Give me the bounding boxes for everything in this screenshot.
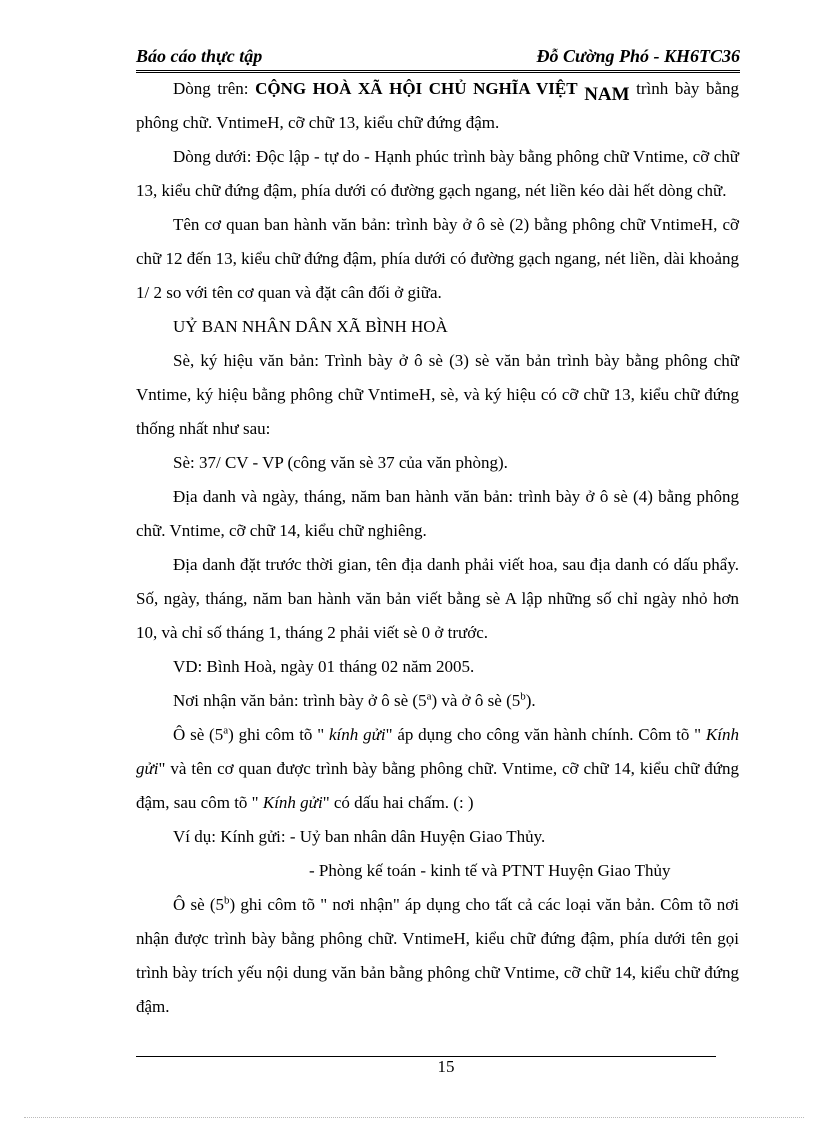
paragraph-recipients xyxy=(136,684,739,718)
page-header xyxy=(136,46,740,73)
document-number-example: Sè: 37/ CV - VP (công văn sè 37 của văn phòng). xyxy=(173,453,508,472)
paragraph-place-date: Địa danh và ngày, tháng, năm ban hành văn bản: trình bày ở ô sè (4) bằng phông chữ. Vntime, cỡ chữ 14, kiểu chữ nghiêng. xyxy=(136,487,739,540)
paragraph-document-number: Sè, ký hiệu văn bản: Trình bày ở ô sè (3) sè văn bản trình bày bằng phông chữ Vntime, ký hiệu bằng phông chữ VntimeH, sè, và ký hiệu có cỡ chữ 13, kiểu chữ đứng thống nhất như sau: xyxy=(136,351,739,438)
recipient-example-2: - Phòng kế toán - kinh tế và PTNT Huyện Giao Thủy xyxy=(309,861,671,880)
page-bottom-border xyxy=(24,1117,804,1118)
recipient-example-1: Ví dụ: Kính gửi: - Uỷ ban nhân dân Huyện Giao Thủy. xyxy=(173,827,546,846)
date-example: VD: Bình Hoà, ngày 01 tháng 02 năm 2005. xyxy=(173,657,475,676)
superscript: b xyxy=(224,894,230,907)
text-run: " có dấu hai chấm. (: ) xyxy=(322,793,474,812)
text-run: Nơi nhận văn bản: trình bày ở ô sè (5 xyxy=(173,691,427,710)
paragraph-agency-name: Tên cơ quan ban hành văn bản: trình bày ở ô sè (2) bằng phông chữ VntimeH, cỡ chữ 12 đến 13, kiểu chữ đứng đậm, phía dưới có đường gạch ngang, nét liền, dài khoảng 1/ 2 so với tên cơ quan và đặt cân đối ở giữa. xyxy=(136,215,739,302)
text-run: " áp dụng cho công văn hành chính. Côm tõ " xyxy=(385,725,706,744)
paragraph-top-line xyxy=(136,72,739,140)
italic-phrase: Kính gửi xyxy=(136,725,739,778)
paragraph-box-5a xyxy=(136,718,739,820)
document-body xyxy=(136,72,739,1024)
paragraph-place-rules: Địa danh đặt trước thời gian, tên địa danh phải viết hoa, sau địa danh có dấu phẩy. Số, ngày, tháng, năm ban hành văn bản viết bằng sè A lập những số chỉ ngày nhỏ hơn 10, và chỉ số tháng 1, tháng 2 phải viết sè 0 ở trước. xyxy=(136,555,739,642)
agency-example: UỶ BAN NHÂN DÂN XÃ BÌNH HOÀ xyxy=(173,317,448,336)
country-name-nam: NAM xyxy=(584,84,630,105)
text-run: Dòng trên: xyxy=(173,79,256,98)
text-run: ) ghi côm tõ " xyxy=(228,725,329,744)
text-run: Ô sè (5 xyxy=(173,895,225,914)
text-run: ) và ở ô sè (5 xyxy=(431,691,521,710)
text-run: ) ghi côm tõ " nơi nhận" áp dụng cho tất cả các loại văn bản. Côm tõ nơi nhận được trình bày bằng phông chữ. VntimeH, kiểu chữ đứng đậm, phía dưới tên gọi trình bày trích yếu nội dung văn bản bằng phông chữ Vntime, cỡ chữ 14, kiểu chữ đứng đậm. xyxy=(136,895,739,1016)
country-name-bold: CỘNG HOÀ XÃ HỘI CHỦ NGHĨA VIỆT xyxy=(255,79,578,98)
header-author: Đỗ Cường Phó - KH6TC36 xyxy=(536,46,740,66)
paragraph-bottom-line: Dòng dưới: Độc lập - tự do - Hạnh phúc trình bày bằng phông chữ Vntime, cỡ chữ 13, kiểu chữ đứng đậm, phía dưới có đường gạch ngang, nét liền kéo dài hết dòng chữ. xyxy=(136,147,739,200)
text-run: " và tên cơ quan được trình bày bằng phông chữ. Vntime, cỡ chữ 14, kiểu chữ đứng đậm, sau côm tõ " xyxy=(136,759,739,812)
superscript: b xyxy=(520,690,526,703)
text-run: Ô sè (5 xyxy=(173,725,224,744)
italic-phrase: kính gửi xyxy=(329,725,386,744)
header-report-title: Báo cáo thực tập xyxy=(136,46,263,66)
superscript: a xyxy=(223,724,229,737)
page-number: 15 xyxy=(437,1057,455,1076)
superscript: a xyxy=(426,690,432,703)
text-run: ). xyxy=(525,691,536,710)
italic-phrase: Kính gửi xyxy=(262,793,323,812)
text-run: trình bày bằng phông chữ. VntimeH, cỡ chữ 13, kiểu chữ đứng đậm. xyxy=(136,79,740,132)
paragraph-box-5b xyxy=(136,888,739,1024)
